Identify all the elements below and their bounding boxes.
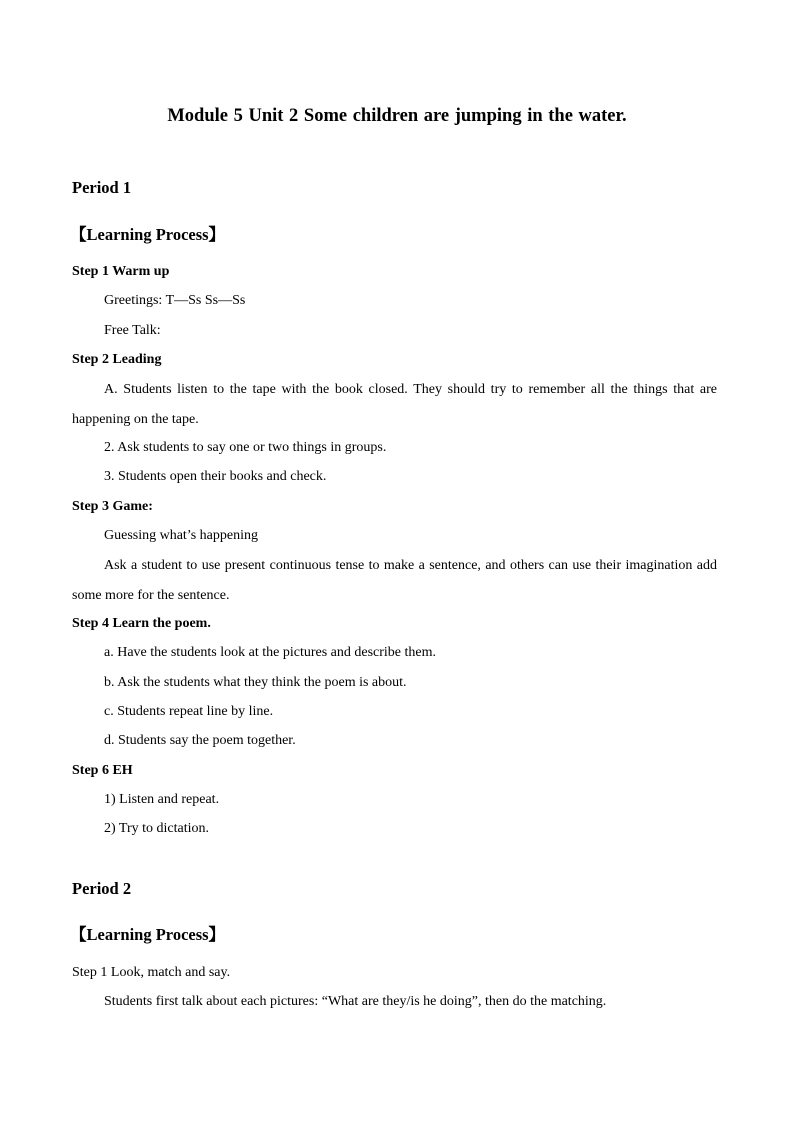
step-1-heading: Step 1 Warm up (72, 264, 170, 279)
step-1-line-2: Free Talk: (104, 323, 161, 338)
period-2-step-1-line: Students first talk about each pictures: “What are they/is he doing”, then do the matching. (104, 994, 607, 1009)
step-4-line-b: b. Ask the students what they think the poem is about. (104, 675, 407, 690)
step-6-heading: Step 6 EH (72, 763, 133, 778)
step-4-heading: Step 4 Learn the poem. (72, 616, 211, 631)
learning-process-heading-2: 【Learning Process】 (70, 925, 226, 944)
step-1-line-1: Greetings: T—Ss Ss—Ss (104, 293, 246, 308)
step-2-line-1: 2. Ask students to say one or two things in groups. (104, 440, 387, 455)
period-1-heading: Period 1 (72, 178, 132, 197)
learning-process-heading-1: 【Learning Process】 (70, 225, 226, 244)
period-2-step-1-heading: Step 1 Look, match and say. (72, 965, 231, 980)
step-3-paragraph: Ask a student to use present continuous tense to make a sentence, and others can use their imagination add some more for the sentence. (72, 558, 717, 603)
step-2-paragraph: A. Students listen to the tape with the book closed. They should try to remember all the things that are happening on the tape. (72, 382, 717, 427)
step-4-line-d: d. Students say the poem together. (104, 733, 296, 748)
step-2-line-2: 3. Students open their books and check. (104, 469, 327, 484)
document-title: Module 5 Unit 2 Some children are jumping in the water. (167, 106, 627, 126)
step-6-line-1: 1) Listen and repeat. (104, 792, 220, 807)
step-3-line: Guessing what’s happening (104, 528, 258, 543)
step-2-heading: Step 2 Leading (72, 352, 162, 367)
period-2-heading: Period 2 (72, 879, 132, 898)
step-4-line-a: a. Have the students look at the pictures and describe them. (104, 645, 437, 660)
step-6-line-2: 2) Try to dictation. (104, 821, 210, 836)
step-3-heading: Step 3 Game: (72, 499, 153, 514)
step-4-line-c: c. Students repeat line by line. (104, 704, 274, 719)
